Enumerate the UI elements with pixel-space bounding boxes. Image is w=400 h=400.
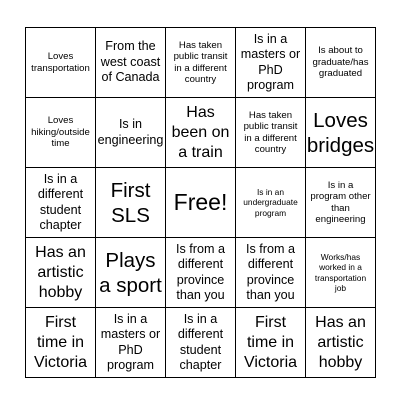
bingo-cell-text: Has an artistic hobby (315, 313, 366, 371)
bingo-cell-text: Is from a different province than you (246, 241, 295, 302)
bingo-cell-r3-c2[interactable] (96, 168, 166, 238)
bingo-cell-r4-c5[interactable] (306, 238, 376, 308)
bingo-cell-r3-c5[interactable] (306, 168, 376, 238)
bingo-cell-text: Is in engineering (97, 117, 164, 147)
bingo-cell-text: First SLS (110, 178, 151, 227)
bingo-cell-text: Is in a different student chapter (37, 171, 84, 232)
bingo-cell-text: Is in a masters or PhD program (100, 311, 161, 372)
bingo-cell-r4-c2[interactable] (96, 238, 166, 308)
bingo-cell-text: Is in an undergraduate program (243, 187, 298, 218)
bingo-cell-r5-c5[interactable] (306, 308, 376, 378)
bingo-board (25, 27, 376, 378)
bingo-free-cell[interactable] (166, 168, 236, 238)
bingo-cell-text: Free! (173, 188, 228, 215)
bingo-cell-r4-c4[interactable] (236, 238, 306, 308)
bingo-cell-r2-c4[interactable] (236, 98, 306, 168)
bingo-cell-text: Is in a program other than engineering (310, 179, 371, 225)
bingo-cell-r5-c4[interactable] (236, 308, 306, 378)
bingo-cell-r4-c1[interactable] (26, 238, 96, 308)
bingo-cell-text: First time in Victoria (243, 313, 298, 371)
bingo-cell-r1-c3[interactable] (166, 28, 236, 98)
bingo-cell-r1-c2[interactable] (96, 28, 166, 98)
bingo-cell-text: From the west coast of Canada (100, 39, 161, 85)
bingo-cell-text: Has been on a train (171, 103, 230, 161)
bingo-cell-text: Loves transportation (31, 51, 90, 74)
bingo-cell-text: Has an artistic hobby (35, 243, 86, 301)
bingo-cell-text: Has taken public transit in a different country (243, 109, 298, 155)
bingo-cell-r1-c1[interactable] (26, 28, 96, 98)
bingo-cell-text: Loves hiking/outside time (31, 115, 90, 150)
bingo-cell-r2-c3[interactable] (166, 98, 236, 168)
bingo-cell-r5-c2[interactable] (96, 308, 166, 378)
bingo-cell-r1-c4[interactable] (236, 28, 306, 98)
bingo-cell-text: Is in a different student chapter (177, 311, 224, 372)
bingo-cell-text: First time in Victoria (33, 313, 88, 371)
bingo-cell-r1-c5[interactable] (306, 28, 376, 98)
bingo-cell-r3-c1[interactable] (26, 168, 96, 238)
bingo-cell-text: Plays a sport (99, 248, 162, 297)
bingo-cell-text: Is from a different province than you (176, 241, 225, 302)
bingo-cell-r2-c1[interactable] (26, 98, 96, 168)
bingo-cell-r5-c3[interactable] (166, 308, 236, 378)
bingo-cell-text: Works/has worked in a transportation job (314, 252, 367, 293)
bingo-cell-r3-c4[interactable] (236, 168, 306, 238)
bingo-cell-text: Has taken public transit in a different country (173, 39, 228, 85)
bingo-cell-r5-c1[interactable] (26, 308, 96, 378)
bingo-cell-r4-c3[interactable] (166, 238, 236, 308)
bingo-cell-text: Is about to graduate/has graduated (312, 45, 369, 80)
bingo-cell-text: Is in a masters or PhD program (240, 31, 301, 92)
bingo-cell-r2-c5[interactable] (306, 98, 376, 168)
bingo-cell-text: Loves bridges (306, 108, 375, 157)
bingo-cell-r2-c2[interactable] (96, 98, 166, 168)
